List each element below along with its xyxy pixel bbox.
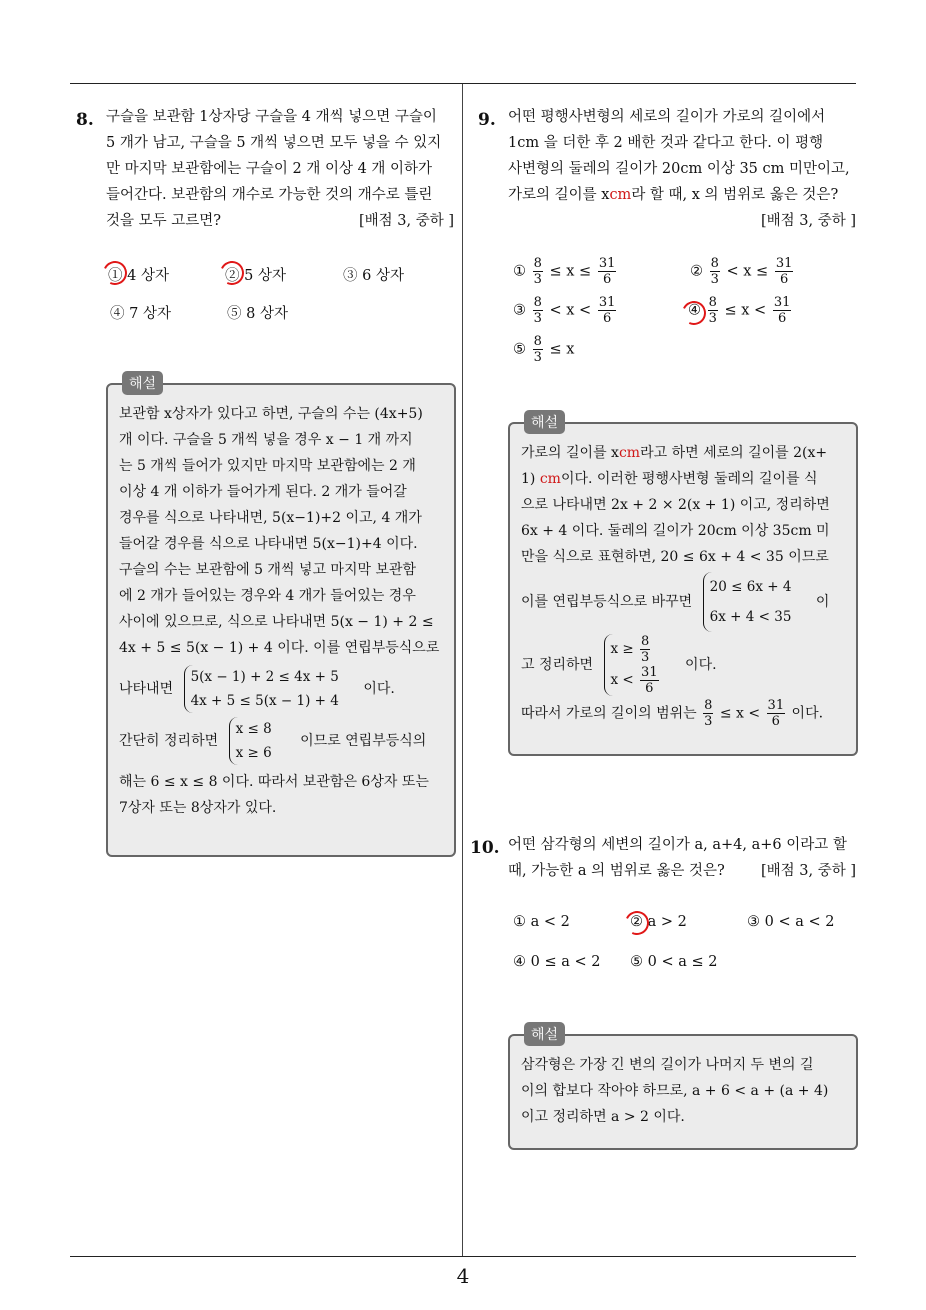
q9-sys2-pre: 고 정리하면 — [521, 657, 594, 673]
frac-den: 3 — [704, 714, 713, 729]
q9-unit: cm — [609, 187, 632, 203]
sys-row: x < — [610, 672, 634, 688]
opt-mark: ④ — [688, 302, 701, 319]
opt-rel: ≤ x < — [724, 302, 767, 319]
q10-sol-line: 삼각형은 가장 긴 변의 길이가 나머지 두 변의 길 — [521, 1057, 814, 1073]
frac-num: 8 — [533, 295, 542, 310]
q9-option-2[interactable] — [690, 256, 795, 287]
frac-num: 8 — [708, 295, 717, 310]
q8-line: 구슬을 보관함 1상자당 구슬을 4 개씩 넣으면 구슬이 — [106, 109, 437, 125]
frac-num: 31 — [641, 665, 658, 680]
q9-sol-line: 가로의 길이를 x — [521, 445, 619, 461]
opt-mark: ① — [513, 263, 526, 280]
q9-sol-unit: cm — [539, 471, 561, 487]
sys-row: x ≤ 8 — [235, 721, 272, 737]
q9-line: 어떤 평행사변형의 세로의 길이가 가로의 길이에서 — [508, 109, 826, 125]
opt-rel: ≤ x — [549, 341, 575, 358]
q10-line: 때, 가능한 a 의 범위로 옳은 것은? — [508, 863, 725, 879]
sys-row: 4x + 5 ≤ 5(x − 1) + 4 — [190, 693, 339, 709]
q8-sol-line: 해는 6 ≤ x ≤ 8 이다. 따라서 보관함은 6상자 또는 — [119, 774, 429, 790]
q9-option-1[interactable] — [513, 256, 618, 287]
frac-den: 6 — [771, 714, 780, 729]
q9-system-2 — [604, 634, 661, 696]
q9-sys2-post: 이다. — [685, 657, 717, 673]
q8-system-1 — [184, 665, 339, 713]
frac-num: 8 — [704, 698, 713, 713]
frac-num: 8 — [533, 256, 542, 271]
q9-line: 1cm 을 더한 후 2 배한 것과 같다고 한다. 이 평행 — [508, 135, 824, 151]
opt-rel: < x ≤ — [726, 263, 769, 280]
frac-den: 3 — [710, 272, 719, 287]
q9-solution-box — [508, 415, 858, 756]
q10-option-4[interactable]: ④ 0 ≤ a < 2 — [513, 954, 601, 970]
q8-score: [배점 3, 중하 ] — [358, 213, 454, 229]
q8-line: 것을 모두 고르면? — [106, 213, 222, 229]
question-9-number: 9. — [478, 110, 496, 130]
frac-num: 31 — [767, 698, 785, 713]
question-9-text — [508, 104, 856, 234]
opt-mark: ② — [690, 263, 703, 280]
frac-den: 6 — [645, 681, 654, 696]
q9-final-b: 이다. — [791, 705, 824, 722]
q9-sys1-post: 이 — [815, 594, 830, 610]
q10-option-5[interactable]: ⑤ 0 < a ≤ 2 — [630, 954, 718, 970]
solution-tag: 해설 — [122, 371, 163, 395]
q10-option-3[interactable]: ③ 0 < a < 2 — [747, 914, 835, 930]
frac-num: 31 — [598, 256, 616, 271]
q10-sol-line: 이고 정리하면 a > 2 이다. — [521, 1109, 685, 1125]
footer-rule — [70, 1256, 856, 1257]
opt-mark: ③ — [513, 302, 526, 319]
q10-option-1[interactable]: ① a < 2 — [513, 914, 570, 930]
q8-sol-line: 7상자 또는 8상자가 있다. — [119, 800, 277, 816]
q9-option-5[interactable] — [513, 334, 574, 365]
q9-sol-unit: cm — [618, 445, 641, 461]
frac-den: 3 — [533, 311, 542, 326]
frac-den: 6 — [602, 311, 612, 326]
solution-tag: 해설 — [524, 1022, 565, 1046]
q8-line: 5 개가 남고, 구슬을 5 개씩 넣으면 모두 넣을 수 있지 — [106, 135, 442, 151]
question-8-number: 8. — [76, 110, 94, 130]
q8-sol-line: 개 이다. 구슬을 5 개씩 넣을 경우 x − 1 개 까지 — [119, 432, 413, 448]
frac-num: 8 — [533, 334, 542, 349]
frac-den: 6 — [777, 311, 787, 326]
q10-solution-body — [521, 1052, 845, 1130]
frac-den: 3 — [708, 311, 717, 326]
q9-sol-line: 6x + 4 이다. 둘레의 길이가 20cm 이상 35cm 미 — [521, 523, 830, 539]
q8-option-4[interactable]: ④ 7 상자 — [110, 306, 171, 322]
question-8-text — [106, 104, 454, 234]
frac-num: 8 — [710, 256, 719, 271]
q8-sol-line: 보관함 x상자가 있다고 하면, 구슬의 수는 (4x+5) — [119, 406, 423, 422]
q9-option-3[interactable] — [513, 295, 618, 326]
sys-row: 20 ≤ 6x + 4 — [709, 579, 792, 595]
q9-line: 사변형의 둘레의 길이가 20cm 이상 35 cm 미만이고, — [508, 161, 850, 177]
q8-option-3[interactable]: ③ 6 상자 — [343, 268, 404, 284]
q8-sol-line: 는 5 개씩 들어가 있지만 마지막 보관함에는 2 개 — [119, 458, 416, 474]
q8-option-5[interactable]: ⑤ 8 상자 — [227, 306, 288, 322]
opt-rel: ≤ x ≤ — [549, 263, 592, 280]
sys-row: x ≥ 6 — [235, 745, 272, 761]
q8-sol-line: 이상 4 개 이하가 들어가게 된다. 2 개가 들어갈 — [119, 484, 407, 500]
question-10-text — [508, 832, 856, 884]
q9-line: 가로의 길이를 x — [508, 187, 610, 203]
sys-row: 5(x − 1) + 2 ≤ 4x + 5 — [190, 669, 339, 685]
q8-sys1-post: 이다. — [363, 681, 395, 697]
q9-sol-line: 라고 하면 세로의 길이를 2(x+ — [640, 445, 828, 461]
q9-sol-line: 이다. 이러한 평행사변형 둘레의 길이를 식 — [560, 471, 818, 487]
q8-sys2-post: 이므로 연립부등식의 — [300, 733, 427, 749]
q8-option-2[interactable]: ② 5 상자 — [225, 268, 286, 284]
sys-row: x ≥ — [610, 641, 634, 657]
q9-sol-line: 으로 나타내면 2x + 2 × 2(x + 1) 이고, 정리하면 — [521, 497, 830, 513]
q9-line: 라 할 때, x 의 범위로 옳은 것은? — [631, 187, 839, 203]
question-10-number: 10. — [470, 838, 500, 858]
q10-solution-box — [508, 1027, 858, 1150]
q8-solution-body — [119, 401, 443, 821]
q8-sol-line: 들어갈 경우를 식으로 나타내면 5(x−1)+4 이다. — [119, 536, 418, 552]
frac-den: 6 — [602, 272, 612, 287]
q8-sol-line: 4x + 5 ≤ 5(x − 1) + 4 이다. 이를 연립부등식으로 — [119, 640, 440, 656]
q8-line: 만 마지막 보관함에는 구슬이 2 개 이상 4 개 이하가 — [106, 161, 433, 177]
frac-den: 6 — [779, 272, 789, 287]
page-number: 4 — [456, 1264, 470, 1288]
q8-sol-line: 경우를 식으로 나타내면, 5(x−1)+2 이고, 4 개가 — [119, 510, 422, 526]
header-rule — [70, 83, 856, 84]
q8-sys1-pre: 나타내면 — [119, 681, 174, 697]
q8-line: 들어간다. 보관함의 개수로 가능한 것의 개수로 틀린 — [106, 187, 433, 203]
frac-den: 3 — [533, 350, 542, 365]
q9-final-a: 따라서 가로의 길이의 범위는 — [521, 705, 697, 722]
q8-sol-line: 구슬의 수는 보관함에 5 개씩 넣고 마지막 보관함 — [119, 562, 417, 578]
q9-sys1-pre: 이를 연립부등식으로 바꾸면 — [521, 594, 693, 610]
frac-num: 31 — [598, 295, 616, 310]
frac-num: 31 — [773, 295, 791, 310]
q8-option-1[interactable]: ① 4 상자 — [108, 268, 169, 284]
frac-num: 8 — [641, 634, 650, 649]
q10-option-2[interactable]: ② a > 2 — [630, 914, 687, 930]
q10-line: 어떤 삼각형의 세변의 길이가 a, a+4, a+6 이라고 할 — [508, 837, 847, 853]
q9-sol-line: 1) — [521, 471, 536, 487]
q9-solution-body — [521, 440, 845, 729]
q9-sol-line: 만을 식으로 표현하면, 20 ≤ 6x + 4 < 35 이므로 — [521, 549, 829, 565]
q9-final-rel: ≤ x < — [719, 705, 761, 722]
q8-solution-box — [106, 376, 456, 857]
q8-system-2 — [229, 717, 272, 765]
opt-rel: < x < — [549, 302, 592, 319]
column-divider — [462, 84, 463, 1256]
q8-sol-line: 에 2 개가 들어있는 경우와 4 개가 들어있는 경우 — [119, 588, 416, 604]
frac-den: 3 — [533, 272, 542, 287]
q9-score: [배점 3, 중하 ] — [760, 213, 856, 229]
answer-mark-icon — [622, 908, 653, 939]
q9-system-1 — [703, 572, 792, 632]
solution-tag: 해설 — [524, 410, 565, 434]
opt-mark: ⑤ — [513, 341, 526, 358]
q10-score: [배점 3, 중하 ] — [760, 863, 856, 879]
q8-sol-line: 사이에 있으므로, 식으로 나타내면 5(x − 1) + 2 ≤ — [119, 614, 434, 630]
frac-den: 3 — [641, 650, 650, 665]
q8-sys2-pre: 간단히 정리하면 — [119, 733, 219, 749]
q10-sol-line: 이의 합보다 작아야 하므로, a + 6 < a + (a + 4) — [521, 1083, 829, 1099]
sys-row: 6x + 4 < 35 — [709, 609, 792, 625]
frac-num: 31 — [775, 256, 793, 271]
